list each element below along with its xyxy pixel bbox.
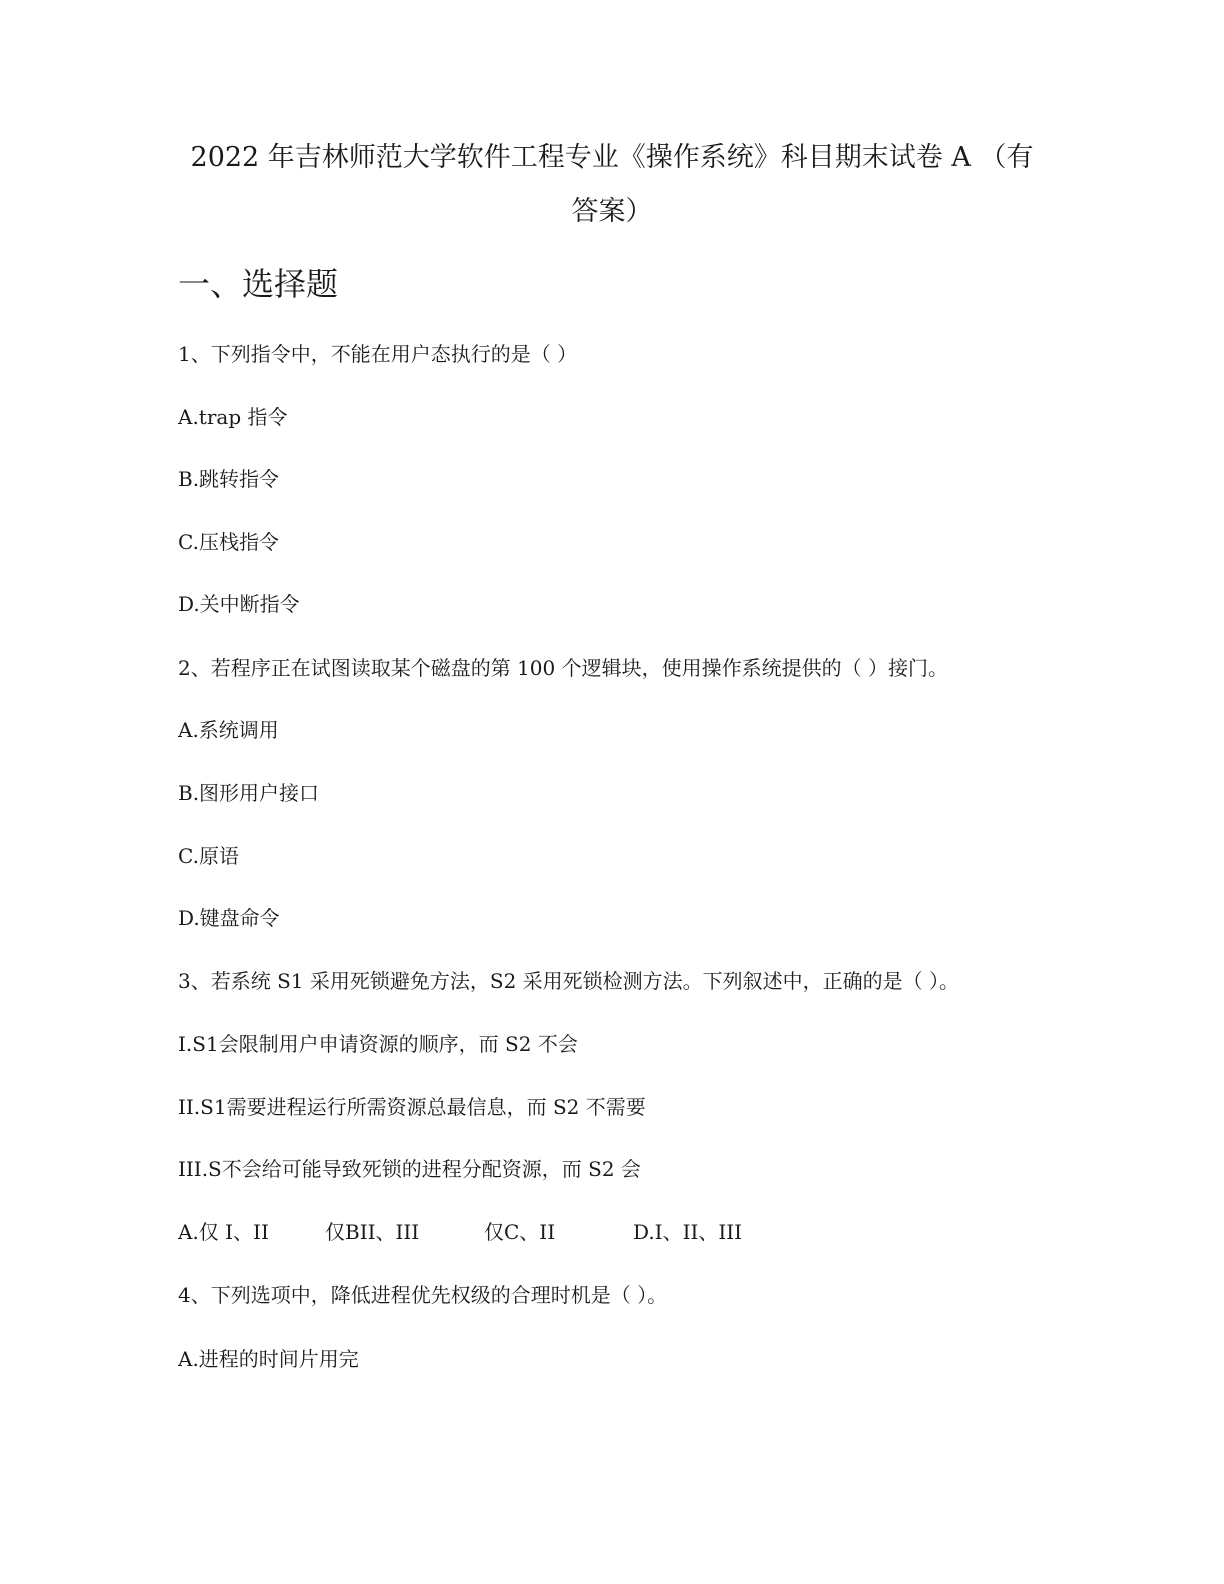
question-3-option-a: A.仅 I、II xyxy=(178,1220,269,1244)
question-2-option-a: A.系统调用 xyxy=(178,718,279,742)
question-3-stem: 3、若系统 S1 采用死锁避免方法，S2 采用死锁检测方法。下列叙述中，正确的是（ ）。 xyxy=(178,969,960,993)
section-heading: 一、选择题 xyxy=(178,265,339,303)
question-3-option-c: 仅C、II xyxy=(484,1220,556,1244)
question-3-option-b: 仅BII、III xyxy=(325,1220,420,1244)
question-4-option-a: A.进程的时间片用完 xyxy=(178,1347,359,1371)
question-1-option-a: A.trap 指令 xyxy=(178,405,288,429)
question-2-option-c: C.原语 xyxy=(178,844,239,868)
question-3-statement-3: III.S不会给可能导致死锁的进程分配资源，而 S2 会 xyxy=(178,1157,641,1181)
question-3-options-row xyxy=(0,1218,1224,1246)
question-2-option-d: D.键盘命令 xyxy=(178,906,280,930)
question-1-option-b: B.跳转指令 xyxy=(178,467,280,491)
question-1-option-d: D.关中断指令 xyxy=(178,592,300,616)
question-3-option-d: D.I、II、III xyxy=(633,1220,743,1244)
question-3-statement-1: I.S1会限制用户申请资源的顺序，而 S2 不会 xyxy=(178,1032,578,1056)
question-3-statement-2: II.S1需要进程运行所需资源总最信息，而 S2 不需要 xyxy=(178,1095,646,1119)
document-title-line-2: 答案） xyxy=(571,196,653,227)
document-title-line-1: 2022 年吉林师范大学软件工程专业《操作系统》科目期末试卷 A （有 xyxy=(190,142,1034,173)
question-1-option-c: C.压栈指令 xyxy=(178,530,279,554)
question-1-stem: 1、下列指令中，不能在用户态执行的是（ ） xyxy=(178,342,578,366)
question-2-option-b: B.图形用户接口 xyxy=(178,781,320,805)
question-4-stem: 4、下列选项中，降低进程优先权级的合理时机是（ ）。 xyxy=(178,1283,668,1307)
question-2-stem: 2、若程序正在试图读取某个磁盘的第 100 个逻辑块，使用操作系统提供的（ ）接门。 xyxy=(178,656,948,680)
